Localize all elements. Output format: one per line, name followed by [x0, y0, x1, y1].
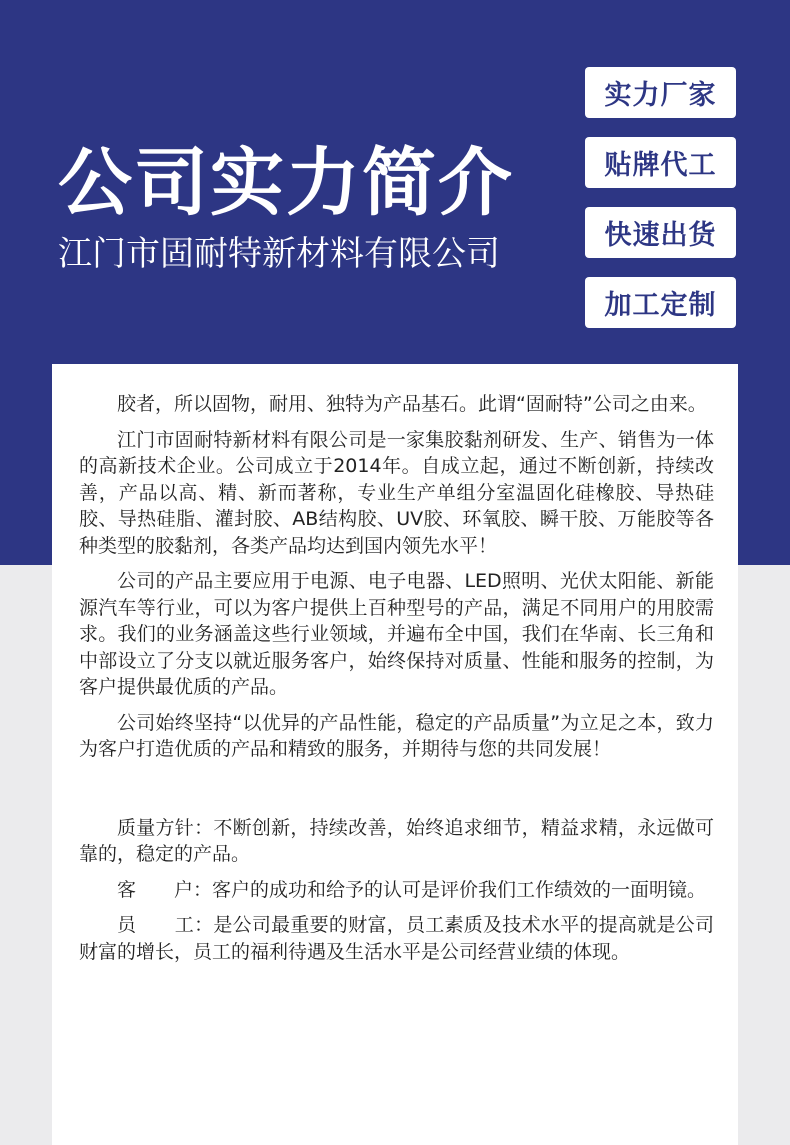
intro-card: [52, 364, 738, 1145]
application-paragraph: 公司的产品主要应用于电源、电子电器、LED照明、光伏太阳能、新能源汽车等行业，可以为客户提供上百种型号的产品，满足不同用户的用胶需求。我们的业务涵盖这些行业领域，并遍布全中国，我们在华南、长三角和中部设立了分支以就近服务客户，始终保持对质量、性能和服务的控制，为客户提供最优质的产品。: [79, 570, 714, 698]
tag-fast-delivery: 快速出货: [585, 207, 736, 258]
company-paragraph: 江门市固耐特新材料有限公司是一家集胶黏剂研发、生产、销售为一体的高新技术企业。公司成立于2014年。自成立起，通过不断创新，持续改善，产品以高、精、新而著称，专业生产单组分室温固化硅橡胶、导热硅胶、导热硅脂、灌封胶、AB结构胶、UV胶、环氧胶、瞬干胶、万能胶等各种类型的胶黏剂，各类产品均达到国内领先水平！: [79, 428, 714, 557]
page-title: 公司实力简介: [58, 140, 514, 226]
customer-principle: 客 户：客户的成功和给予的认可是评价我们工作绩效的一面明镜。: [117, 878, 707, 901]
company-name: 江门市固耐特新材料有限公司: [58, 234, 500, 274]
intro-paragraph: 胶者，所以固物，耐用、独特为产品基石。此谓“固耐特”公司之由来。: [117, 393, 707, 415]
employee-principle: 员 工：是公司最重要的财富，员工素质及技术水平的提高就是公司财富的增长，员工的福利待遇及生活水平是公司经营业绩的体现。: [79, 914, 714, 963]
commitment-paragraph: 公司始终坚持“以优异的产品性能，稳定的产品质量”为立足之本，致力为客户打造优质的产品和精致的服务，并期待与您的共同发展！: [79, 711, 714, 760]
tag-strength-factory: 实力厂家: [585, 67, 736, 118]
tag-custom-processing: 加工定制: [585, 277, 736, 328]
quality-policy: 质量方针：不断创新，持续改善，始终追求细节，精益求精，永远做可靠的，稳定的产品。: [79, 816, 714, 865]
tag-oem: 贴牌代工: [585, 137, 736, 188]
feature-tags: [585, 67, 736, 328]
